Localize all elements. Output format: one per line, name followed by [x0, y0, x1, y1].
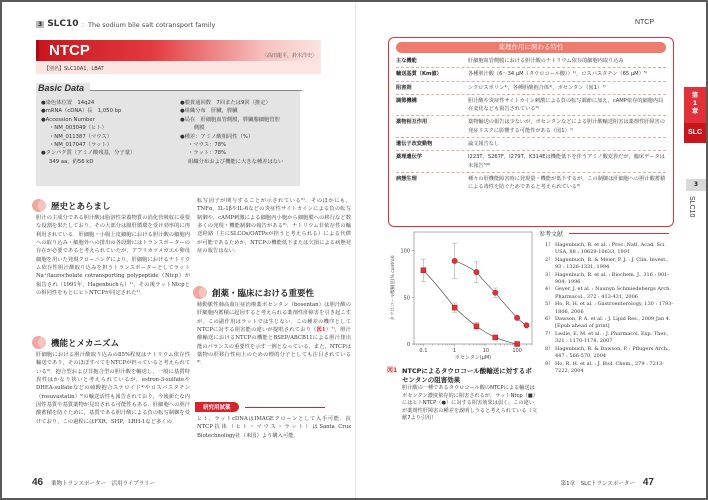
- properties-row: [396, 95, 666, 117]
- reference-number: 8）: [545, 345, 554, 352]
- reference-text: Hagenbuch, B. et al. : Biochem. J., 316 : 901-904, 1996: [555, 271, 669, 286]
- research-tag-rule: [245, 407, 325, 408]
- paragraph-col2-top: 転写因子が関与することが示されている⁶⁾．そのほかにも，TNFα，IL-1βやIL-6などの炎症性サイトカインによる負の転写制御や，cAMP刺激による細胞内小胞から細胞膜への移行など数多くの発現・機能制御の報告がある⁶⁾．ナトリウム非依存性の輸送経路（主にSLCOs/OATPsが担うと考えられる）による代償が可能であるためか，NTCPの機能低下または欠損による病態発症の報告はない．: [197, 198, 351, 255]
- chapter-tab-char: 1: [692, 99, 698, 107]
- data-point-circle: [514, 315, 519, 320]
- reference-item: [545, 272, 675, 287]
- properties-box: [388, 37, 674, 227]
- chapter-title: 第1章 SLCトランスポーター: [560, 481, 635, 487]
- reference-number: 4）: [545, 286, 554, 293]
- x-axis-label: ボセンタン(μM): [454, 355, 492, 360]
- properties-value: 薬物輸送の報告は少ないが，ボセンタンなどによる胆汁酸輸送阻害は薬剤性肝障害の発症リスクに影響する可能性がある（図1）⁷⁾: [468, 119, 665, 134]
- reference-item: [545, 286, 675, 301]
- basic-data-col2: [180, 99, 283, 166]
- figure-reference-link[interactable]: 図1: [316, 327, 326, 334]
- figure-caption-text: 胆汁酸の一種であるタウロコール酸のNTCPによる輸送はボセンタン濃度依存的に阻害されるが，ラットNtcp（■）にはヒトNTCP（●）に対する阻害効果は弱く，この違いが薬剤性肝障害の種差を説明しうると考えられている（文献7より引用）: [402, 385, 537, 421]
- basic-data-item: ●染色体位置 14q24: [41, 100, 95, 106]
- heading-text: 機能とメカニズム: [51, 338, 120, 349]
- figure-number: 図1: [387, 367, 398, 374]
- book-title: 薬物トランスポーター 活用ライブラリー: [51, 481, 156, 487]
- figure-title: NTCPによるタウロコール酸輸送に対するボセンタンの阻害効果: [402, 367, 532, 384]
- basic-data-rule: [90, 90, 302, 91]
- reference-text: Dawson, P. A. et al. : J. Lipid Res., 2009 Jan 4. [Epub ahead of print]: [555, 316, 671, 330]
- reference-item: [545, 331, 675, 346]
- properties-key: 輸送基質（Km値）: [396, 71, 442, 78]
- basic-data-item: 組織分布および機能に大きな種差はない: [188, 158, 284, 165]
- series-line: [423, 270, 517, 344]
- y-tick-label: 100: [400, 248, 410, 255]
- reference-number: 2）: [545, 256, 554, 263]
- reference-number: 3）: [545, 271, 554, 278]
- properties-key: 病態生理: [396, 175, 417, 182]
- data-point-square: [493, 335, 498, 340]
- data-point-circle: [524, 323, 529, 328]
- basic-data-col1: [41, 99, 135, 166]
- heading-text: 歴史とあらまし: [51, 201, 111, 212]
- page-title: NTCP: [49, 42, 90, 59]
- references-list: [545, 242, 675, 375]
- references-rule: [569, 233, 669, 235]
- research-reagents-tag: [195, 402, 357, 412]
- properties-table: [396, 55, 666, 194]
- basic-data-item: ●Accession Number: [41, 116, 95, 123]
- figure-caption: [387, 367, 537, 423]
- references-heading: [539, 229, 669, 238]
- properties-key: 薬理遺伝学: [396, 154, 422, 161]
- reference-item: [545, 346, 675, 361]
- properties-key: 遺伝子改変動物: [396, 141, 433, 148]
- page-number-right: 47: [642, 477, 654, 488]
- properties-row: [396, 173, 666, 194]
- section-header: [36, 19, 215, 29]
- heading-clinical: [193, 286, 314, 299]
- footer-right: [561, 477, 654, 488]
- properties-value: 論文報告なし: [468, 141, 500, 148]
- reference-text: Hagenbuch, B. & Dawson, P. : Pflugers Arch., 447 : 566-570, 2004: [555, 345, 671, 360]
- reference-number: 6）: [545, 316, 554, 323]
- y-axis-label: タウロコール酸輸送(% control): [391, 255, 396, 321]
- reference-text: Geyer, J. et al. : Naunyn Schmiedebergs Arch. Pharmacol., 372 : 413-431, 2006: [555, 286, 671, 300]
- reference-text: Leslie, E. M. et al. : J. Pharmacol. Exp. Ther., 321 : 1170-1178, 2007: [555, 330, 669, 345]
- heading-bullet-icon: [32, 336, 45, 349]
- paragraph-research: ヒト，ラットcDNAはIMAGEクローンとして入手可能．抗NTCP抗体（ヒト・マウス・ラット）はSanta Cruz Biotechnology社（米国）より購入可能．: [197, 416, 351, 439]
- reference-text: Hagenbuch, B. & Meier, P. J. : J. Clin. Invest., 93 : 1326-1331, 1994: [555, 256, 669, 271]
- basic-data-item: ●種差：アミノ酸相同性（%）: [180, 133, 254, 140]
- properties-value: 各種胆汁酸（6～34 μM（タウロコール酸））¹⁾，ロスバスタチン（65 μM）⁵⁾: [468, 71, 648, 78]
- section-subtitle: ：The sodium bile salt cotransport family: [81, 20, 216, 29]
- data-point-square: [421, 268, 426, 273]
- page-number-left: 46: [32, 477, 44, 488]
- basic-data-item: 側膜: [194, 125, 205, 132]
- section-number: 3: [38, 20, 43, 28]
- text-segment: 肺動脈性肺高血圧症治療薬ボセンタン（bosentan）は胆汁酸の肝細胞内蓄積に起因すると考えられる薬剤性肝障害を引き起こすが，この副作用はラットでは生じない．この種差の機序としてNTCPに対する阻害能の違いが提唱されており（: [197, 302, 351, 334]
- paragraph-history: 胆汁の主成分である胆汁酸は脂溶性栄養物質の消化管吸収に重要な役割を果たしており，その大部分は腸肝循環を受け効率的に再利用されている．肝細胞・小腸上皮細胞における胆汁酸の細胞内への取り込み・細胞外への排出の各段階にはトランスポーターの存在が必要であると考えられていたが，アフリカツメガエル卵母細胞を用いた発現クローニングにより，肝細胞におけるナトリウム依存性胆汁酸取り込みを担うトランスポーターとしてラットNa⁺/taurocholate cotransporting polypeptide（Ntcp）が報告され（1991年，Hagenbuchら）¹⁾，その後ラットNtcpとの相同性をもとにヒトNTCPが同定された²⁾．: [36, 215, 190, 297]
- title-bar: [36, 40, 321, 61]
- basic-data-item: ・マウス：78%: [188, 142, 227, 149]
- x-tick-label: 1: [453, 348, 457, 354]
- basic-data-item: ●mRNA（cDNA）長 1,050 bp: [41, 108, 122, 115]
- properties-row: [396, 151, 666, 173]
- properties-row: [396, 138, 666, 151]
- properties-row: [396, 82, 666, 95]
- basic-data-item: ・NM_011387（マウス）: [49, 133, 113, 140]
- section-tab-label: SLC10: [688, 196, 695, 218]
- basic-data-item: ●タンパク質（アミノ酸残基，分子量）: [41, 150, 136, 157]
- basic-data-item: ・ラット：78%: [188, 150, 227, 157]
- references-heading-text: 参考文献: [539, 231, 564, 238]
- chapter-tab-char: 第: [691, 91, 699, 99]
- heading-bullet-icon: [32, 199, 45, 212]
- chapter-tab-sub: SLC: [684, 123, 706, 143]
- properties-value: 種々の肝機能障害時に発現量・機能が低下するが，この制御は肝細胞への胆汁酸蓄積による毒性を防ぐためであると考えられている⁶⁾: [468, 175, 666, 191]
- properties-title: 薬理作用に関わる特性: [396, 42, 666, 53]
- research-tag-label: 研究用試薬: [195, 402, 239, 412]
- section-tab[interactable]: 3: [686, 179, 706, 191]
- basic-data-item: ・NM_017047（ラット）: [49, 142, 113, 149]
- reference-item: [545, 242, 675, 257]
- properties-value: シクロスポリン⁴⁾，各種胆酸抱合体⁴⁾，ボセンタン（図1）⁷⁾: [468, 84, 606, 91]
- chapter-tab[interactable]: [684, 87, 706, 143]
- data-point-circle: [452, 258, 457, 263]
- heading-history: [32, 199, 111, 212]
- chapter-tab-label: [684, 87, 706, 115]
- plot-frame: [414, 232, 532, 344]
- properties-key: 阻害剤: [396, 84, 412, 91]
- properties-key: 調節機構: [396, 97, 417, 104]
- heading-mechanism: [32, 336, 119, 349]
- data-point-square: [515, 342, 520, 347]
- properties-value: I223T，S267F，I279T，K314Eは機能低下を伴うアミノ酸変異だが，臨床データは未報告⁵⁾⁹⁾: [468, 154, 665, 169]
- reference-number: 1）: [545, 242, 554, 248]
- x-tick-label: 0.1: [419, 348, 428, 354]
- page-gutter: [355, 2, 356, 498]
- paragraph-clinical: [197, 301, 351, 368]
- reference-item: [545, 301, 675, 316]
- basic-data-label: Basic Data: [36, 83, 90, 94]
- reference-number: 9）: [545, 360, 554, 367]
- reference-number: 5）: [545, 301, 554, 308]
- section-code: SLC10: [47, 19, 79, 29]
- chapter-tab-char: 章: [691, 107, 699, 115]
- reference-text: Ho, R. H. et al. : J. Biol. Chem., 279 : 7213-7222, 2004: [555, 360, 664, 374]
- properties-key: 薬物相互作用: [396, 119, 428, 126]
- footer-left: [32, 477, 155, 488]
- data-point-circle: [474, 269, 479, 274]
- reference-number: 7）: [545, 330, 554, 337]
- reference-item: [545, 316, 675, 331]
- basic-data-item: ●局在 肝細胞血管側膜，膵臓腺細胞管腔: [180, 116, 280, 123]
- reference-text: Ho, R. H. et al. : Gastroenterology, 130 : 1793-1806, 2006: [555, 301, 674, 315]
- basic-data-item: ●組織分布 肝臓，膵臓: [180, 108, 238, 115]
- y-tick-label: 0: [406, 342, 410, 348]
- authors: 〈高田龍平，鈴木洋史〉: [261, 53, 317, 59]
- text-segment: ）⁷⁾，胆汁酸輸送におけるNTCPの機能とBSEP/ABCB11による胆汁排出能のバランスの重要性を示す一例となっている．また，NTCPは薬物の肝移行性向上のための標的分子としても注目されている⁸⁾．: [197, 327, 351, 367]
- basic-data-item: ・NM_003049（ヒト）: [49, 125, 107, 132]
- properties-value: 胆汁酸や炎症性サイトカイン刺激による負の転写調節に加え，cAMP依存的細胞内局在変化なども報告されている⁶⁾: [468, 97, 664, 113]
- book-spread: [2, 2, 706, 498]
- properties-value: 肝細胞血管側膜における胆汁酸のナトリウム依存的細胞内取り込み: [468, 58, 624, 64]
- paragraph-mechanism: 肝細胞における胆汁酸取り込みの85%程度はナトリウム依存性輸送であり，そのほぼすべてをNTCPが担っていると考えられている³⁾．抱合型および非抱合型の胆汁酸を輸送し，一般に基質特異性はかなり狭いと考えられているが，estron-3-sulfateやDHEA-sulfateなどの硫酸抱合ステロイド⁴⁾やロスバスタチン（rosuvastatin）⁵⁾の輸送活性も報告されており，今後新たな内因性基質や基質薬物が見出される可能性もある．肝細胞への胆汁酸蓄積を防ぐために，基質である胆汁酸による負の転写制御を受けており，この過程にはFXR，SHP，LRH-1など多くの: [36, 352, 190, 425]
- figure-chart: [382, 230, 537, 360]
- x-tick-label: 100: [512, 348, 522, 354]
- basic-data-item: ●膜貫通回数 7回または9回（推定）: [180, 100, 271, 106]
- properties-row: [396, 68, 666, 81]
- basic-data-item: 349 aa，約56 kD: [49, 158, 94, 165]
- properties-row: [396, 116, 666, 138]
- properties-row: [396, 55, 666, 68]
- data-point-circle: [493, 290, 498, 295]
- y-tick-label: 50: [403, 295, 410, 302]
- alias-bar: 【別名】SLC10A1，LBAT: [36, 61, 321, 74]
- properties-key: 主な機能: [396, 58, 417, 64]
- reference-text: Hagenbuch, B. et al. : Proc. Natl. Acad. Sci. USA, 88 : 10629-10633, 1991: [555, 242, 666, 256]
- reference-item: [545, 257, 675, 272]
- data-point-square: [452, 305, 457, 310]
- x-tick-label: 10: [482, 348, 490, 354]
- data-point-square: [474, 324, 479, 329]
- heading-text: 創薬・臨床における重要性: [212, 288, 315, 299]
- heading-bullet-icon: [193, 286, 206, 299]
- running-head: NTCP: [634, 19, 654, 26]
- reference-item: [545, 361, 675, 376]
